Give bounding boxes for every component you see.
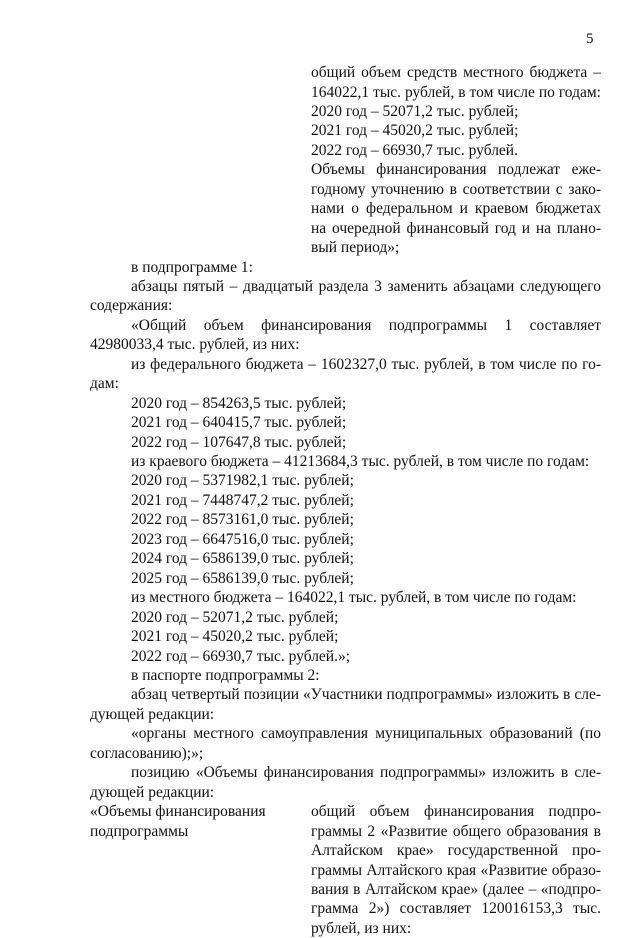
table-right-cell-line: граммы Алтайского края «Развитие образо- xyxy=(311,861,601,879)
text-line: 2022 год – 66930,7 тыс. рублей. xyxy=(311,141,518,159)
text-line: 2025 год – 6586139,0 тыс. рублей; xyxy=(131,569,354,587)
text-line: Объемы финансирования подлежат еже- xyxy=(311,161,601,179)
text-line: 2023 год – 6647516,0 тыс. рублей; xyxy=(131,530,354,548)
table-right-cell-line: грамма 2») составляет 120016153,3 тыс. xyxy=(311,900,601,918)
page-number: 5 xyxy=(586,31,594,47)
text-line: вый период»; xyxy=(311,239,400,256)
text-line: 2024 год – 6586139,0 тыс. рублей; xyxy=(131,550,354,568)
table-right-cell-line: Алтайском крае» государственной про- xyxy=(311,842,601,859)
text-line: согласованию);»; xyxy=(90,744,204,762)
text-line: 2021 год – 45020,2 тыс. рублей; xyxy=(131,628,339,646)
text-line: 42980033,4 тыс. рублей, из них: xyxy=(90,336,300,354)
text-line: 2022 год – 8573161,0 тыс. рублей; xyxy=(131,511,354,529)
text-line: 2020 год – 52071,2 тыс. рублей; xyxy=(311,102,519,120)
text-line: на очередной финансовый год и на плано- xyxy=(311,219,601,237)
text-line: нами о федеральном и краевом бюджетах xyxy=(311,200,601,218)
text-line: из местного бюджета – 164022,1 тыс. рублей, в том числе по годам: xyxy=(131,589,577,607)
text-line: 2020 год – 52071,2 тыс. рублей; xyxy=(131,608,339,626)
text-line: из федерального бюджета – 1602327,0 тыс. рублей, в том числе по го- xyxy=(131,355,601,373)
text-line: абзац четвертый позиции «Участники подпрограммы» изложить в сле- xyxy=(131,686,601,704)
text-line: 2022 год – 107647,8 тыс. рублей; xyxy=(131,433,347,451)
text-line: 2021 год – 640415,7 тыс. рублей; xyxy=(131,414,347,432)
table-right-cell-line: граммы 2 «Развитие общего образования в xyxy=(311,822,601,840)
text-line: общий объем средств местного бюджета – xyxy=(311,64,601,81)
text-line: 2021 год – 45020,2 тыс. рублей; xyxy=(311,122,519,140)
text-line: абзацы пятый – двадцатый раздела 3 заменить абзацами следующего xyxy=(131,277,601,295)
text-line: 2022 год – 66930,7 тыс. рублей.»; xyxy=(131,647,351,665)
text-line: 2020 год – 854263,5 тыс. рублей; xyxy=(131,394,347,412)
text-line: из краевого бюджета – 41213684,3 тыс. рублей, в том числе по годам: xyxy=(131,453,590,470)
text-line: в паспорте подпрограммы 2: xyxy=(131,667,320,684)
table-right-cell-line: общий объем финансирования подпро- xyxy=(311,803,601,821)
text-line: позицию «Объемы финансирования подпрограммы» изложить в сле- xyxy=(131,764,601,782)
text-line: содержания: xyxy=(90,297,173,315)
text-line: годному уточнению в соответствии с зако- xyxy=(311,180,601,198)
table-left-cell-line: подпрограммы xyxy=(90,822,189,840)
text-line: дам: xyxy=(90,375,119,393)
text-line: 164022,1 тыс. рублей, в том числе по годам: xyxy=(311,83,601,101)
table-right-cell-line: рублей, из них: xyxy=(311,919,412,937)
text-line: 2020 год – 5371982,1 тыс. рублей; xyxy=(131,472,354,490)
text-line: дующей редакции: xyxy=(90,705,215,723)
text-line: в подпрограмме 1: xyxy=(131,258,253,276)
table-right-cell-line: вания в Алтайском крае» (далее – «подпро- xyxy=(311,880,601,898)
text-line: «Общий объем финансирования подпрограммы 1 составляет xyxy=(131,316,601,334)
text-line: 2021 год – 7448747,2 тыс. рублей; xyxy=(131,491,354,509)
text-line: «органы местного самоуправления муниципальных образований (по xyxy=(131,725,601,743)
text-line: дующей редакции: xyxy=(90,783,215,801)
table-left-cell-line: «Объемы финансирования xyxy=(90,803,266,821)
